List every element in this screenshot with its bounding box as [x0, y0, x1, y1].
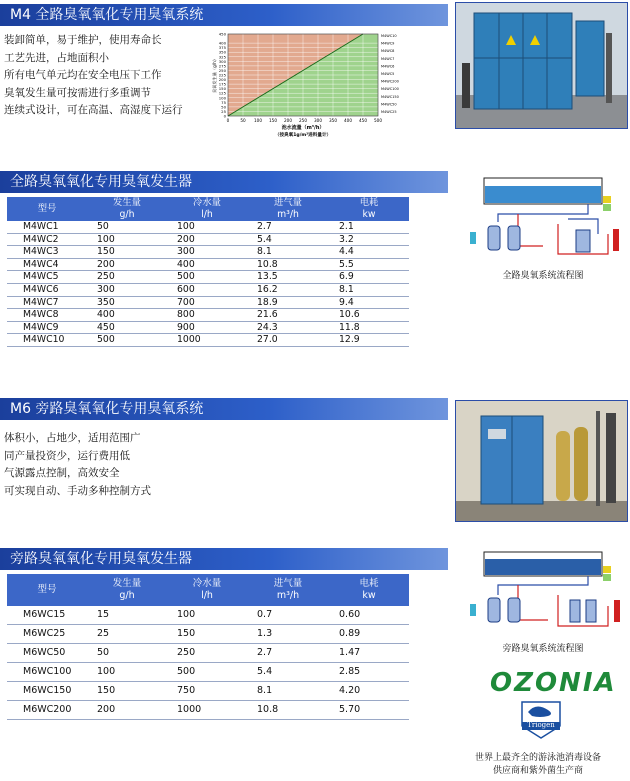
- table-cell: 13.5: [247, 271, 329, 284]
- table-cell: M6WC15: [7, 606, 87, 625]
- chart-y-tick-label: 100: [218, 95, 226, 101]
- table-cell: 50: [87, 644, 167, 663]
- chart-band-label: M4WC50: [381, 102, 397, 107]
- table-cell: 18.9: [247, 296, 329, 309]
- m4-equipment-photo: [455, 2, 628, 129]
- table-cell: 10.8: [247, 258, 329, 271]
- chart-y-tick-label: 75: [221, 99, 226, 105]
- table-cell: 150: [87, 682, 167, 701]
- chart-x-tick-label: 0: [226, 118, 230, 123]
- chart-band-label: M4WC200: [381, 79, 399, 84]
- table-cell: 27.0: [247, 334, 329, 347]
- chart-band-label: M4WC9: [381, 41, 395, 46]
- chart-band-label: M4WC5: [381, 72, 395, 76]
- triogen-text: Triogen: [527, 721, 555, 729]
- table-row: [7, 701, 409, 720]
- table-cell: 100: [87, 233, 167, 246]
- table1: [7, 197, 409, 347]
- chart-y-tick-label: 375: [218, 45, 226, 51]
- table-cell: 4.4: [329, 246, 409, 259]
- chart-band-label: M4WC8: [381, 49, 395, 54]
- table-cell: 25: [87, 625, 167, 644]
- table-cell: 9.4: [329, 296, 409, 309]
- table-cell: 0.89: [329, 625, 409, 644]
- chart-y-tick-label: 275: [218, 63, 226, 69]
- table-cell: 2.1: [329, 221, 409, 233]
- table-cell: 5.70: [329, 701, 409, 720]
- chart-x-tick-label: 100: [254, 118, 262, 123]
- table-cell: M6WC25: [7, 625, 87, 644]
- ozone-capacity-chart: [208, 28, 408, 153]
- flow2-caption: 旁路臭氧系统流程图: [502, 644, 584, 654]
- chart-y-tick-label: 175: [218, 81, 226, 87]
- table-cell: 100: [87, 663, 167, 682]
- chart-y-tick-label: 450: [218, 31, 226, 37]
- table-cell: 1000: [167, 334, 247, 347]
- col-header-cooling: 冷水量 l/h: [167, 574, 247, 606]
- m6-equipment-photo: [455, 400, 628, 522]
- col-header-airflow: 进气量 m³/h: [247, 574, 329, 606]
- table-cell: M4WC1: [7, 221, 87, 233]
- table-cell: M6WC100: [7, 663, 87, 682]
- chart-band-label: M4WC150: [381, 94, 399, 99]
- table-cell: 350: [87, 296, 167, 309]
- table-row: [7, 606, 409, 625]
- table-cell: 400: [87, 309, 167, 322]
- table-row: [7, 258, 409, 271]
- chart-x-tick-label: 150: [269, 118, 277, 123]
- table-cell: 3.2: [329, 233, 409, 246]
- table-cell: 150: [87, 246, 167, 259]
- m4-cabinet-image: [456, 3, 627, 128]
- m6-title: M6 旁路臭氧氧化专用臭氧系统: [10, 401, 204, 417]
- m4-feature: 工艺先进，占地面积小: [4, 51, 109, 64]
- table-cell: 600: [167, 283, 247, 296]
- chart-x-tick-label: 400: [344, 118, 352, 123]
- table-cell: 800: [167, 309, 247, 322]
- table-cell: 750: [167, 682, 247, 701]
- chart-y-tick-label: 150: [218, 86, 226, 92]
- chart-y-tick-label: 250: [218, 67, 226, 73]
- flow-diagram-full: [458, 174, 628, 269]
- table-cell: 700: [167, 296, 247, 309]
- col-header-power: 电耗 kw: [329, 574, 409, 606]
- table2-title: 旁路臭氧氧化专用臭氧发生器: [10, 551, 192, 567]
- flow-diagram-bypass: [458, 550, 628, 640]
- table-cell: 300: [167, 246, 247, 259]
- m4-feature: 所有电气单元均在安全电压下工作: [4, 69, 162, 81]
- chart-x-tick-label: 250: [299, 118, 307, 123]
- table-row: [7, 296, 409, 309]
- m6-feature: 体积小，占地少，适用范围广: [4, 432, 141, 444]
- table-cell: M4WC10: [7, 334, 87, 347]
- m6-title-banner: [0, 398, 448, 420]
- chart-band-label: M4WC6: [381, 64, 395, 69]
- table-header-row: [7, 574, 409, 606]
- table-row: [7, 663, 409, 682]
- table-row: [7, 221, 409, 233]
- table-cell: 0.7: [247, 606, 329, 625]
- table-cell: 5.4: [247, 233, 329, 246]
- chart-band-label: M4WC7: [381, 56, 395, 61]
- table2-title-banner: [0, 548, 448, 570]
- table-cell: 5.4: [247, 663, 329, 682]
- m4-title-banner: [0, 4, 448, 26]
- table-cell: 15: [87, 606, 167, 625]
- table-cell: M6WC150: [7, 682, 87, 701]
- table-row: [7, 644, 409, 663]
- table-row: [7, 233, 409, 246]
- table-cell: 100: [167, 221, 247, 233]
- table-cell: 21.6: [247, 309, 329, 322]
- chart-y-tick-label: 350: [218, 49, 226, 55]
- m4-feature: 连续式设计，可在高温、高湿度下运行: [4, 104, 183, 116]
- table-cell: 11.8: [329, 321, 409, 334]
- triogen-logo: [518, 700, 564, 740]
- chart-y-tick-label: 400: [218, 40, 226, 46]
- chart-band-label: M4WC25: [381, 110, 397, 114]
- table-row: [7, 625, 409, 644]
- table-cell: 900: [167, 321, 247, 334]
- m4-feature: 装卸简单，易于维护，使用寿命长: [4, 34, 162, 46]
- table-cell: 10.8: [247, 701, 329, 720]
- table-cell: 6.9: [329, 271, 409, 284]
- m4-features: [4, 32, 209, 120]
- col-header-output: 发生量 g/h: [87, 197, 167, 221]
- chart-y-tick-label: 300: [218, 58, 226, 64]
- table-header-row: [7, 197, 409, 221]
- table-cell: M4WC2: [7, 233, 87, 246]
- table-cell: M6WC200: [7, 701, 87, 720]
- chart-x-tick-label: 50: [240, 118, 246, 123]
- m6-feature: 可实现自动、手动多种控制方式: [4, 484, 151, 497]
- table-cell: M6WC50: [7, 644, 87, 663]
- table-cell: 8.1: [329, 283, 409, 296]
- table-cell: 4.20: [329, 682, 409, 701]
- table-cell: 50: [87, 221, 167, 233]
- table-cell: 2.7: [247, 221, 329, 233]
- m6-features: [4, 430, 224, 500]
- chart-y-tick-label: 325: [218, 54, 226, 60]
- m4-title: M4 全路臭氧氧化专用臭氧系统: [10, 7, 204, 23]
- chart-y-tick-label: 50: [221, 104, 226, 110]
- chart-x-tick-label: 500: [374, 118, 382, 123]
- col-header-cooling: 冷水量 l/h: [167, 197, 247, 221]
- table-cell: 400: [167, 258, 247, 271]
- col-header-model: 型号: [7, 197, 87, 221]
- table1-title-banner: [0, 171, 448, 193]
- chart-y-tick-label: 225: [218, 72, 226, 78]
- table-cell: 1.3: [247, 625, 329, 644]
- table-cell: 500: [167, 663, 247, 682]
- table-row: [7, 682, 409, 701]
- col-header-output: 发生量 g/h: [87, 574, 167, 606]
- table-cell: 5.5: [329, 258, 409, 271]
- table-cell: 2.7: [247, 644, 329, 663]
- table2: [7, 574, 409, 720]
- m6-feature: 气源露点控制，高效安全: [4, 467, 120, 479]
- chart-x-tick-label: 300: [314, 118, 322, 123]
- table-cell: 200: [167, 233, 247, 246]
- table-cell: 8.1: [247, 246, 329, 259]
- table-cell: 1.47: [329, 644, 409, 663]
- table-cell: 300: [87, 283, 167, 296]
- chart-y-tick-label: 125: [218, 90, 226, 96]
- table-cell: 10.6: [329, 309, 409, 322]
- table-cell: M4WC4: [7, 258, 87, 271]
- m6-feature: 同产量投资少，运行费用低: [4, 449, 130, 462]
- table-cell: 0.60: [329, 606, 409, 625]
- chart-y-axis-label: 臭氧发生量（g/h）: [212, 56, 217, 94]
- chart-x-tick-label: 200: [284, 118, 292, 123]
- table-cell: 12.9: [329, 334, 409, 347]
- table-cell: 100: [167, 606, 247, 625]
- table-row: [7, 321, 409, 334]
- chart-y-tick-label: 0: [223, 113, 226, 119]
- table-cell: 24.3: [247, 321, 329, 334]
- chart-x-axis-sublabel: （按臭氧1g/m³进料量计）: [274, 133, 332, 138]
- table-cell: 200: [87, 701, 167, 720]
- table-cell: M4WC9: [7, 321, 87, 334]
- table1-title: 全路臭氧氧化专用臭氧发生器: [10, 174, 192, 190]
- tagline-line: 世界上最齐全的游泳池消毒设备: [474, 753, 601, 763]
- chart-x-axis-label: 池水流量（m³/h）: [281, 125, 325, 131]
- table-row: [7, 283, 409, 296]
- brand-tagline: [448, 752, 628, 778]
- chart-band-label: M4WC10: [381, 34, 397, 38]
- chart-x-tick-label: 350: [329, 118, 337, 123]
- table-row: [7, 309, 409, 322]
- table-cell: 8.1: [247, 682, 329, 701]
- table-cell: M4WC6: [7, 283, 87, 296]
- table-cell: 250: [87, 271, 167, 284]
- table-cell: 16.2: [247, 283, 329, 296]
- chart-band-label: M4WC100: [381, 87, 399, 92]
- flow1-caption: 全路臭氧系统流程图: [502, 271, 584, 281]
- table-cell: 450: [87, 321, 167, 334]
- table-cell: 200: [87, 258, 167, 271]
- table-cell: 150: [167, 625, 247, 644]
- table-row: [7, 334, 409, 347]
- table-cell: 2.85: [329, 663, 409, 682]
- table-cell: M4WC5: [7, 271, 87, 284]
- m6-cabinet-image: [456, 401, 627, 521]
- table-cell: 500: [167, 271, 247, 284]
- table-row: [7, 246, 409, 259]
- chart-x-tick-label: 450: [359, 118, 367, 123]
- ozonia-logo: OZONIA: [490, 668, 617, 698]
- col-header-model: 型号: [7, 574, 87, 606]
- table-row: [7, 271, 409, 284]
- table-cell: M4WC7: [7, 296, 87, 309]
- col-header-power: 电耗 kw: [329, 197, 409, 221]
- tagline-line: 供应商和紫外菌生产商: [492, 766, 583, 776]
- col-header-airflow: 进气量 m³/h: [247, 197, 329, 221]
- m4-feature: 臭氧发生量可按需进行多重调节: [4, 86, 151, 99]
- chart-y-tick-label: 25: [221, 108, 226, 114]
- chart-y-tick-label: 200: [218, 77, 226, 83]
- table-cell: M4WC3: [7, 246, 87, 259]
- table-cell: M4WC8: [7, 309, 87, 322]
- table-cell: 250: [167, 644, 247, 663]
- table-cell: 1000: [167, 701, 247, 720]
- table-cell: 500: [87, 334, 167, 347]
